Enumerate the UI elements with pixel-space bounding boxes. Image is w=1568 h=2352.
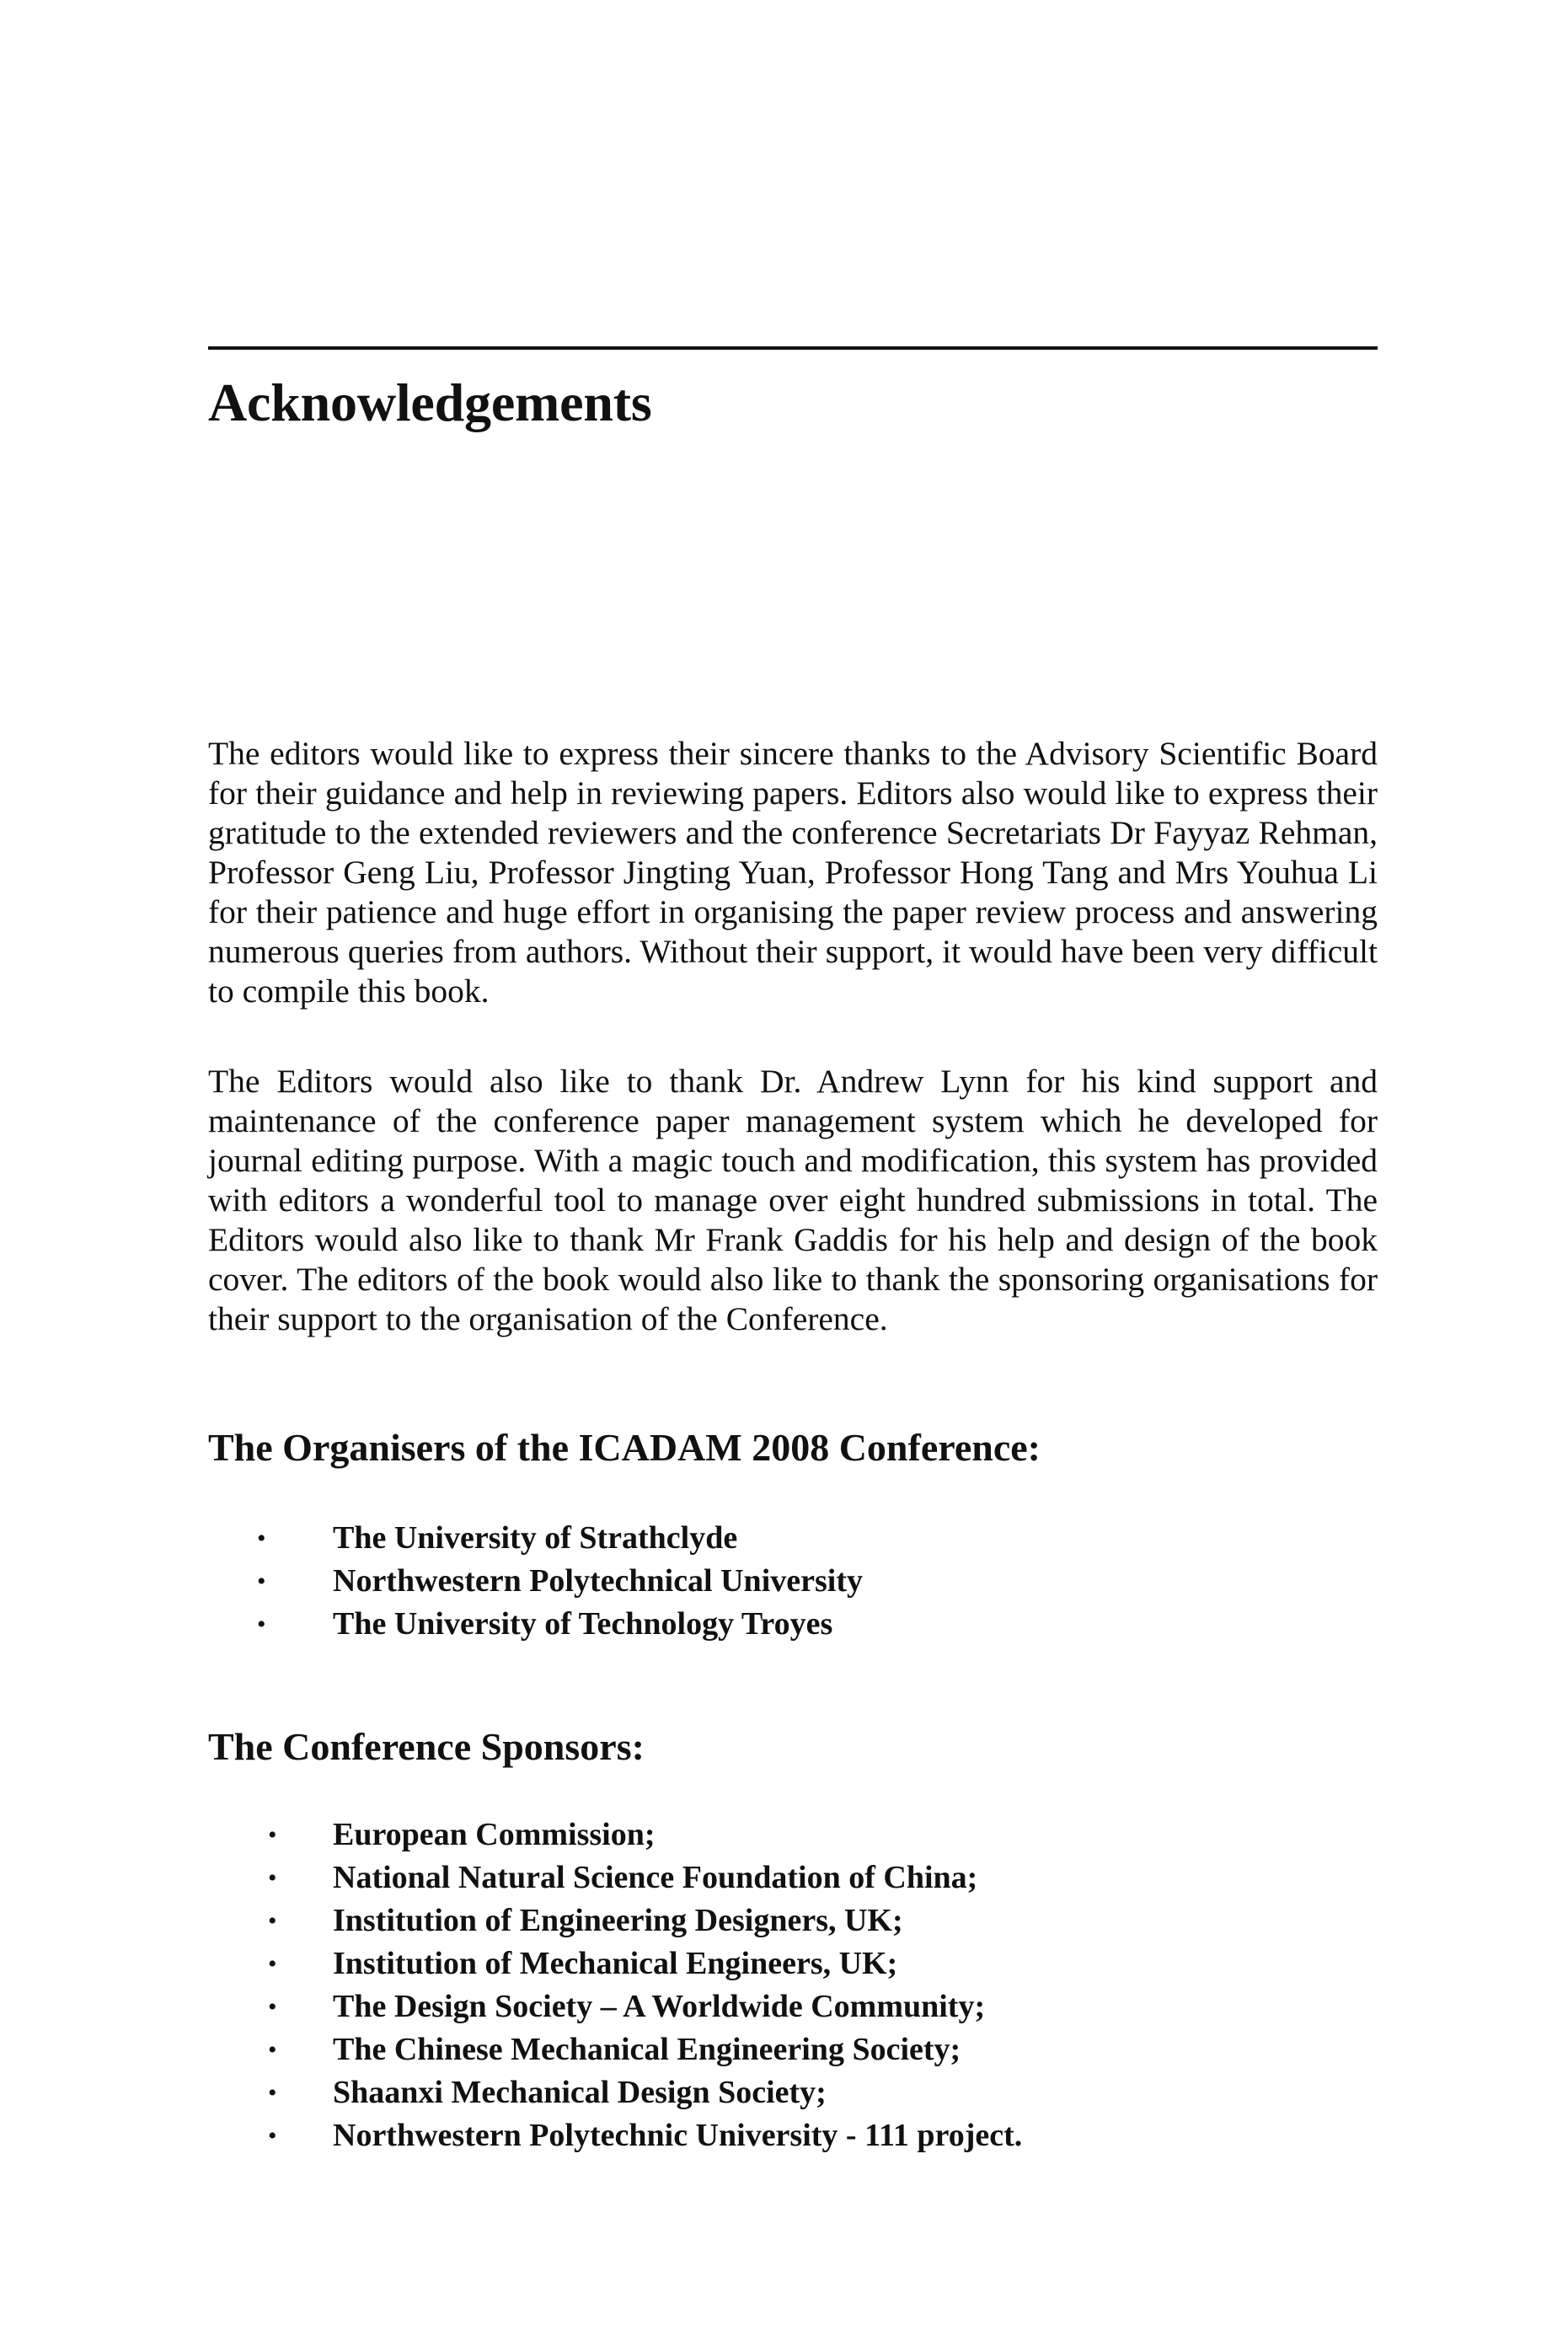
sponsor-name: The Design Society – A Worldwide Community; — [333, 1989, 986, 2024]
page-title: Acknowledgements — [208, 372, 652, 432]
bullet-icon: • — [268, 1907, 277, 1935]
title-rule — [208, 346, 1378, 350]
sponsor-name: National Natural Science Foundation of China; — [333, 1860, 978, 1895]
list-item — [257, 1517, 863, 1560]
bullet-icon: • — [268, 1821, 277, 1849]
thanks-paragraph-1: The editors would like to express their sincere thanks to the Advisory Scientific Board for their guidance and help in reviewing papers. Editors also would like to express their gratitude to the extended reviewers and the conference Secretariats Dr Fayyaz Rehman, Professor Geng Liu, Professor Jingting Yuan, Professor Hong Tang and Mrs Youhua Li for their patience and huge effort in organising the paper review process and answering numerous queries from authors. Without their support, it would have been very difficult to compile this book. — [208, 735, 1378, 1010]
bullet-icon: • — [257, 1610, 266, 1638]
bullet-icon: • — [257, 1524, 266, 1552]
list-item — [268, 1856, 1022, 1899]
bullet-icon: • — [268, 1950, 277, 1978]
bullet-icon: • — [268, 2079, 277, 2107]
list-item — [268, 2028, 1022, 2071]
list-item — [268, 2114, 1022, 2157]
list-item — [257, 1603, 863, 1646]
bullet-icon: • — [268, 2036, 277, 2064]
sponsors-heading: The Conference Sponsors: — [208, 1725, 645, 1768]
list-item — [268, 1899, 1022, 1942]
organisers-list — [257, 1517, 863, 1646]
organiser-name: The University of Technology Troyes — [333, 1606, 833, 1642]
sponsor-name: Institution of Mechanical Engineers, UK; — [333, 1946, 898, 1981]
sponsor-name: The Chinese Mechanical Engineering Society; — [333, 2032, 961, 2067]
list-item — [268, 1942, 1022, 1985]
list-item — [268, 1814, 1022, 1856]
bullet-icon: • — [268, 2122, 277, 2150]
sponsor-name: Shaanxi Mechanical Design Society; — [333, 2075, 827, 2110]
list-item — [268, 2071, 1022, 2114]
thanks-paragraph-2: The Editors would also like to thank Dr. Andrew Lynn for his kind support and maintenance of the conference paper management system which he developed for journal editing purpose. With a magic touch and modification, this system has provided with editors a wonderful tool to manage over eight hundred submissions in total. The Editors would also like to thank Mr Frank Gaddis for his help and design of the book cover. The editors of the book would also like to thank the sponsoring organisations for their support to the organisation of the Conference. — [208, 1063, 1378, 1337]
sponsor-name: Institution of Engineering Designers, UK; — [333, 1903, 903, 1938]
organisers-heading: The Organisers of the ICADAM 2008 Conference: — [208, 1426, 1041, 1469]
organiser-name: The University of Strathclyde — [333, 1520, 738, 1556]
bullet-icon: • — [268, 1993, 277, 2021]
bullet-icon: • — [257, 1567, 266, 1595]
sponsor-name: European Commission; — [333, 1817, 656, 1852]
bullet-icon: • — [268, 1864, 277, 1892]
organiser-name: Northwestern Polytechnical University — [333, 1563, 863, 1599]
list-item — [268, 1985, 1022, 2028]
list-item — [257, 1560, 863, 1603]
sponsor-name: Northwestern Polytechnic University - 111 project. — [333, 2118, 1023, 2153]
sponsors-list — [268, 1814, 1022, 2157]
